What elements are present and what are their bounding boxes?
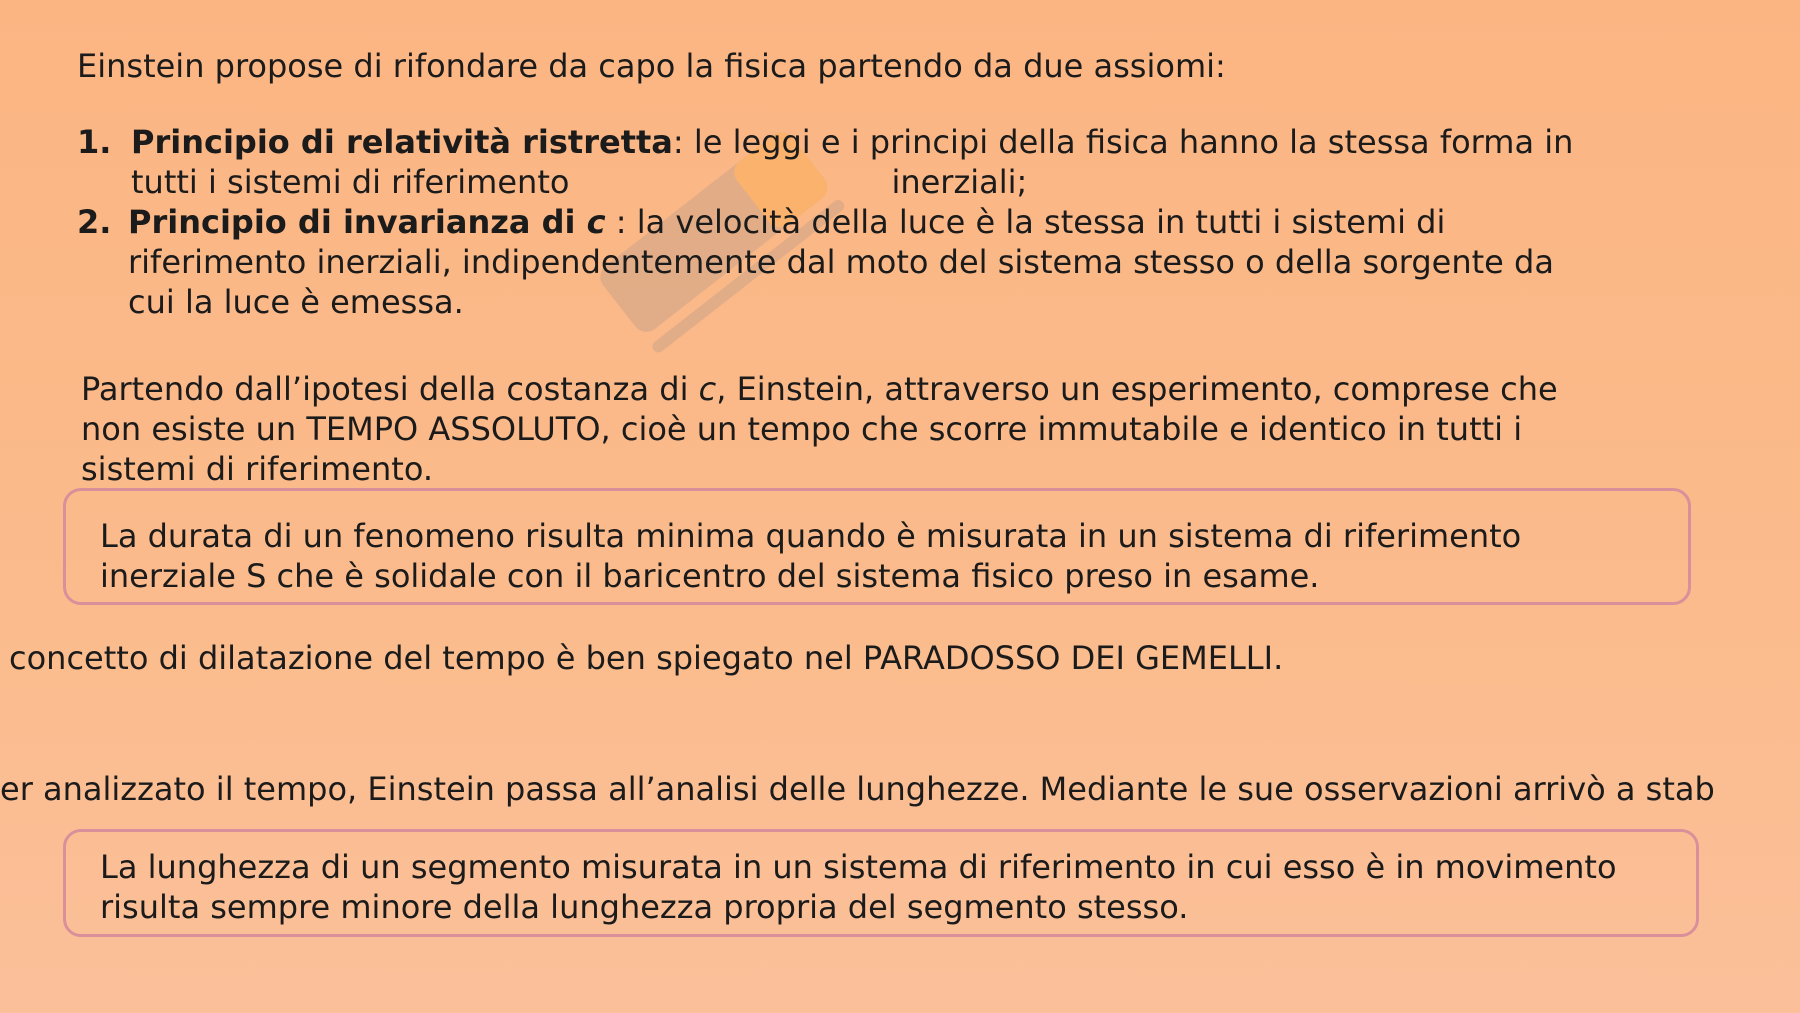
principle-1-text: : le leggi e i principi della fisica hanno la stessa forma in [672, 123, 1574, 161]
length-box-line2: risulta sempre minore della lunghezza propria del segmento stesso. [100, 888, 1189, 926]
principle-2-number: 2. [77, 203, 112, 241]
time-dilation-box [63, 488, 1691, 605]
time-dilation-text [100, 516, 1521, 596]
paragraph-line3: sistemi di riferimento. [81, 450, 433, 488]
principle-1-line2-a: tutti i sistemi di riferimento [131, 163, 570, 201]
paragraph-symbol: c [698, 370, 717, 408]
relativity-paragraph [81, 369, 1558, 489]
principle-2 [77, 202, 1573, 322]
principle-2-symbol: c [586, 203, 606, 241]
length-box-line1: La lunghezza di un segmento misurata in un sistema di riferimento in cui esso è in movimento [100, 848, 1617, 886]
time-box-line1: La durata di un fenomeno risulta minima quando è misurata in un sistema di riferimento [100, 517, 1522, 555]
length-analysis-line: er analizzato il tempo, Einstein passa all’analisi delle lunghezze. Mediante le sue osservazioni arrivò a stab [0, 770, 1715, 808]
paragraph-line2: non esiste un TEMPO ASSOLUTO, cioè un tempo che scorre immutabile e identico in tutti i [81, 410, 1523, 448]
intro-text: Einstein propose di rifondare da capo la fisica partendo da due assiomi: [77, 47, 1226, 85]
length-contraction-box [63, 829, 1699, 937]
principle-1-number: 1. [77, 123, 112, 161]
paragraph-line1-b: , Einstein, attraverso un esperimento, comprese che [716, 370, 1558, 408]
principles-list [77, 122, 1573, 322]
twin-paradox-line: concetto di dilatazione del tempo è ben spiegato nel PARADOSSO DEI GEMELLI. [9, 639, 1284, 677]
principle-2-line3: cui la luce è emessa. [128, 283, 464, 321]
principle-1 [77, 122, 1573, 202]
principle-1-line2-b: inerziali; [891, 163, 1028, 201]
principle-2-line2: riferimento inerziali, indipendentemente dal moto del sistema stesso o della sorgente da [128, 243, 1554, 281]
principle-1-title: Principio di relatività ristretta [131, 123, 673, 161]
time-box-line2: inerziale S che è solidale con il baricentro del sistema fisico preso in esame. [100, 557, 1320, 595]
principle-2-title: Principio di invarianza di [128, 203, 587, 241]
paragraph-line1-a: Partendo dall’ipotesi della costanza di [81, 370, 699, 408]
principle-2-text: : la velocità della luce è la stessa in tutti i sistemi di [605, 203, 1446, 241]
length-contraction-text [100, 847, 1617, 927]
